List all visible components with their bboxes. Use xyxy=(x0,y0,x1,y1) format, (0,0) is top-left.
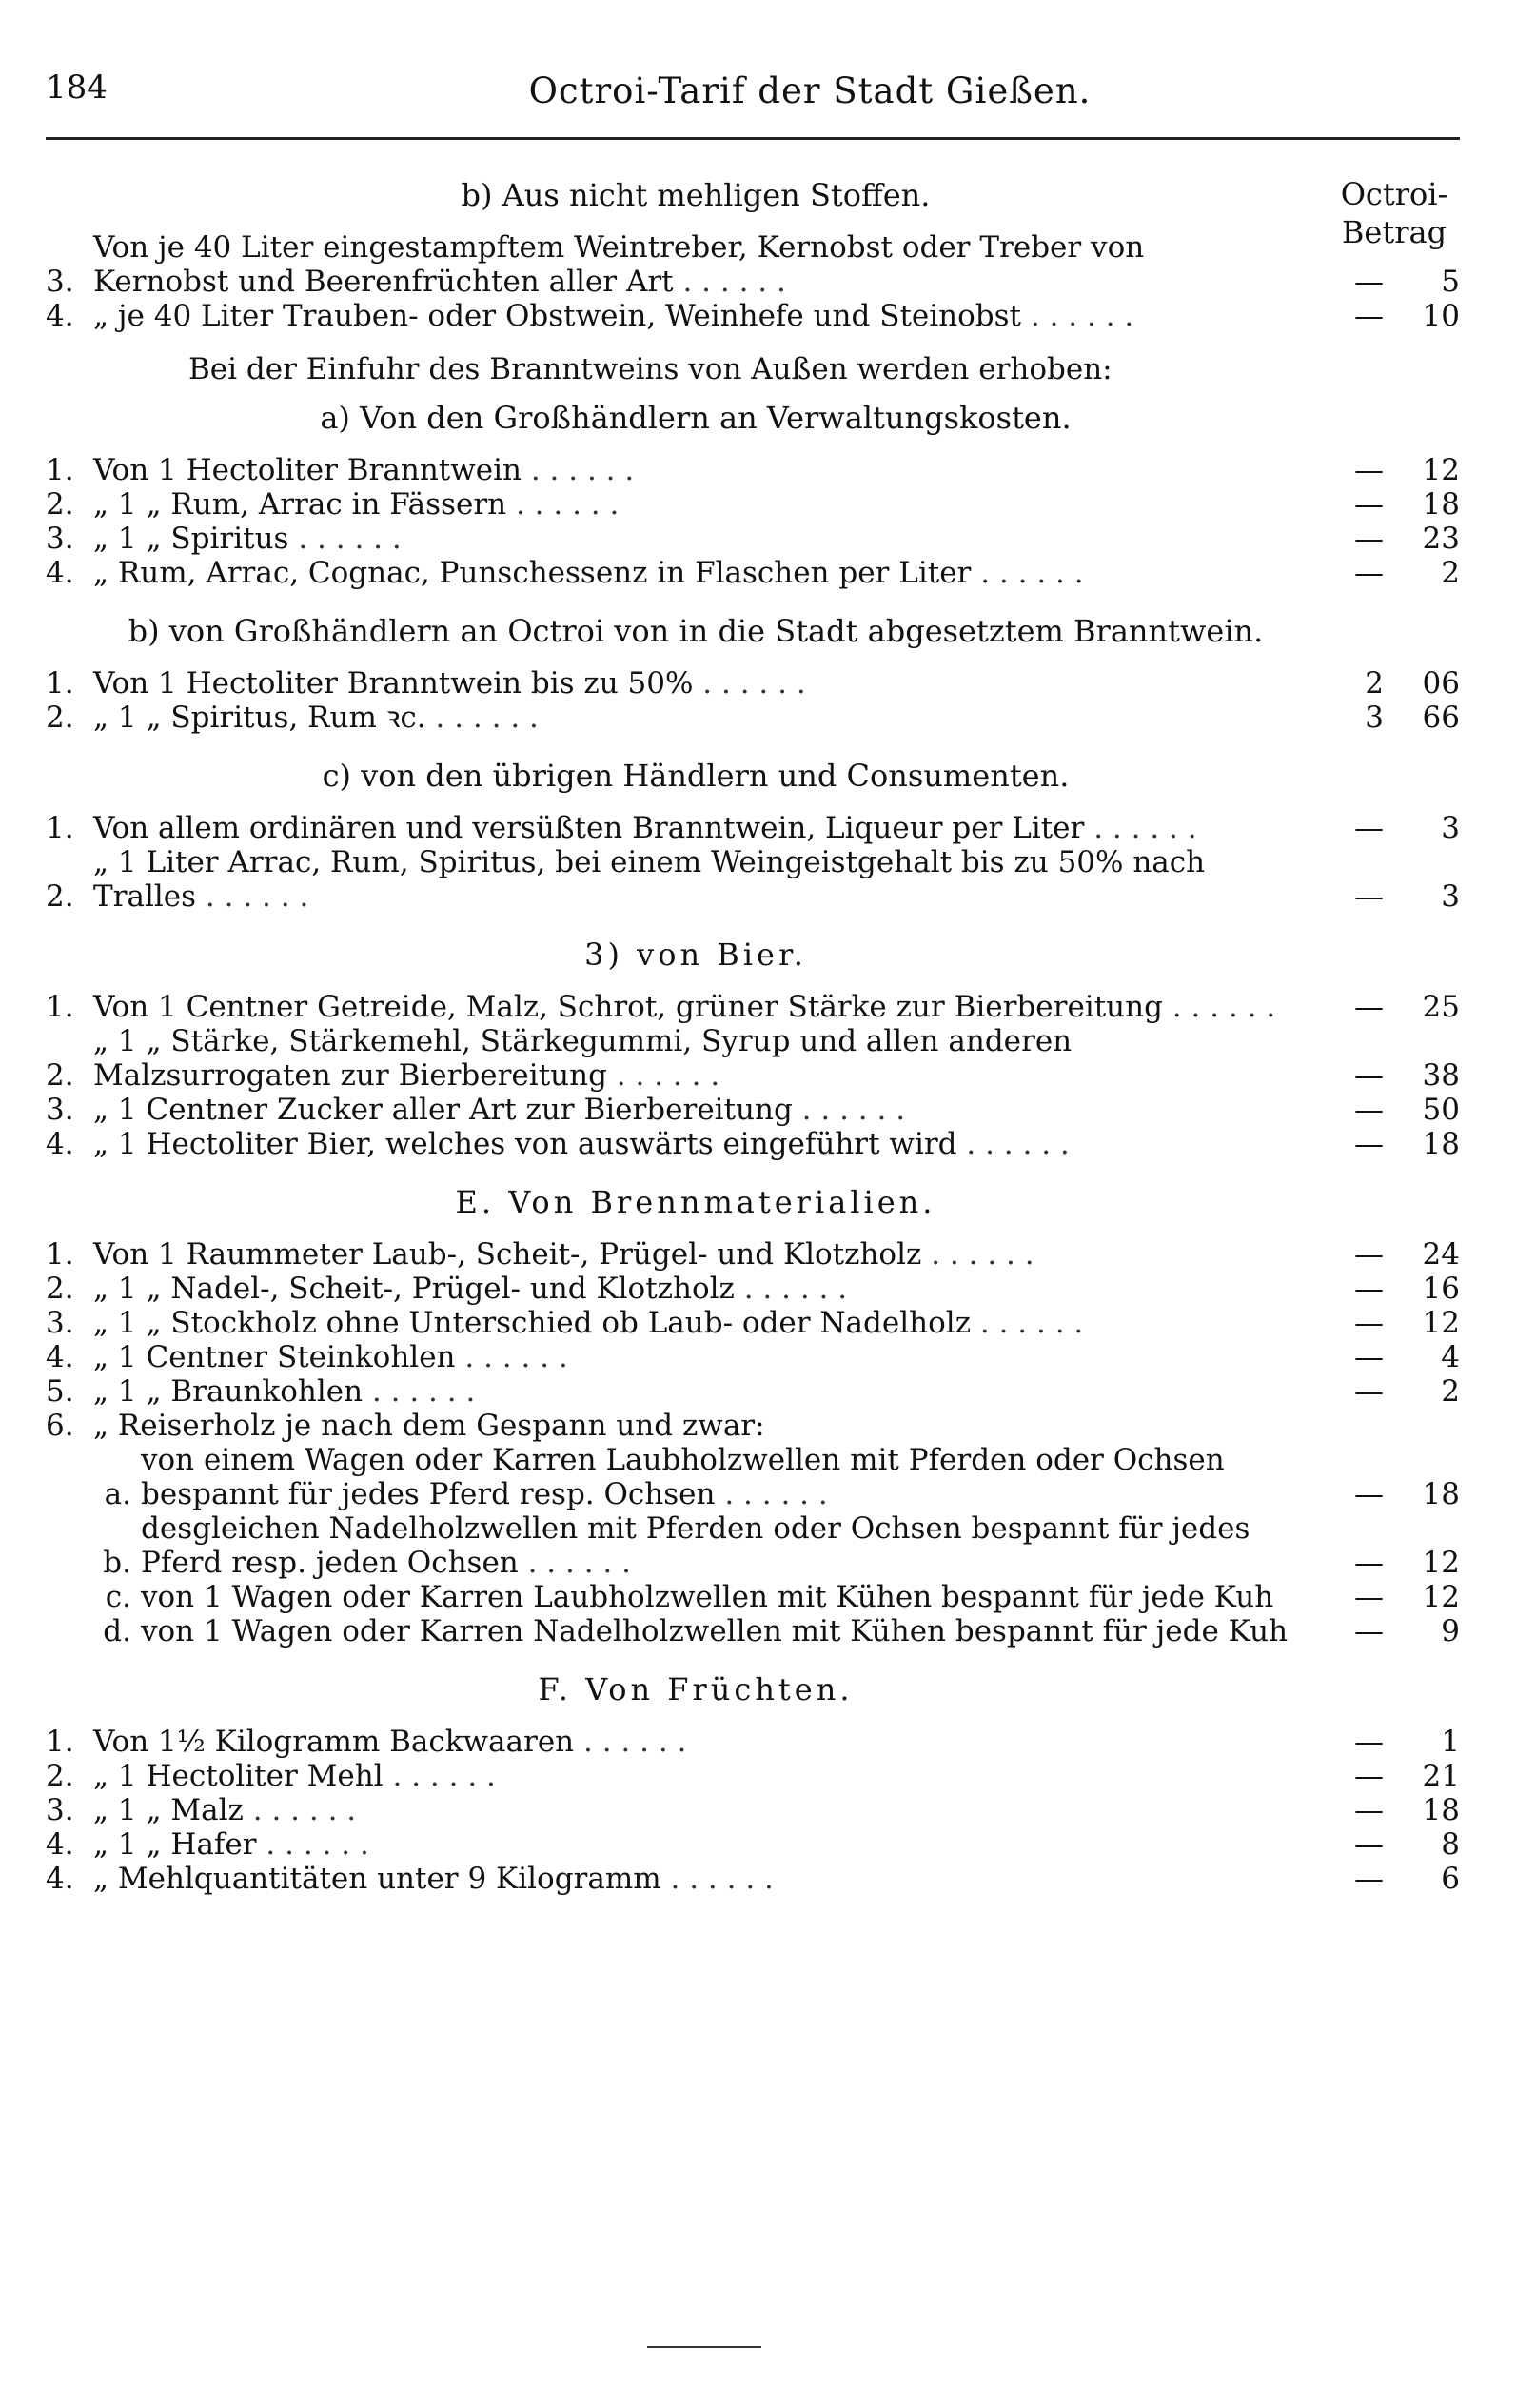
item-number: 1. xyxy=(46,1725,74,1759)
page-number: 184 xyxy=(46,69,108,107)
item-number: 2. xyxy=(46,1272,74,1306)
amount-mark: — xyxy=(1354,1827,1384,1862)
item-number: 4. xyxy=(46,1127,74,1161)
item-amount xyxy=(1289,299,1460,333)
item-text: „ Reiserholz je nach dem Gespann und zwar: xyxy=(93,1409,765,1443)
item-text: „ 1 „ Spiritus xyxy=(93,522,289,556)
item-number: 2. xyxy=(46,879,74,914)
amount-mark: — xyxy=(1354,1477,1384,1511)
item-description xyxy=(93,1759,1289,1793)
amount-mark: — xyxy=(1354,1237,1384,1272)
item-text: desgleichen Nadelholzwellen mit Pferden oder Ochsen bespannt für jedes Pferd resp. jeden Ochsen xyxy=(141,1511,1250,1580)
item-description xyxy=(93,1827,1289,1862)
amount-pfennig: 18 xyxy=(1422,487,1460,522)
item-number: 2. xyxy=(46,701,74,735)
dot-leader: . . . . . . xyxy=(243,1793,357,1827)
item-text: Von je 40 Liter eingestampftem Weintreber, Kernobst oder Treber von Kernobst und Beerenfrüchten aller Art xyxy=(93,230,1145,299)
item-text: „ 1 Liter Arrac, Rum, Spiritus, bei einem Weingeistgehalt bis zu 50% nach Tralles xyxy=(93,845,1206,914)
amount-pfennig: 23 xyxy=(1422,522,1460,556)
amount-pfennig: 2 xyxy=(1441,1374,1460,1409)
item-description xyxy=(93,487,1289,522)
dot-leader: . . . . . . xyxy=(792,1093,906,1127)
amount-mark: 2 xyxy=(1365,666,1384,701)
item-text: „ 1 „ Rum, Arrac in Fässern xyxy=(93,487,507,522)
dot-leader: . . . . . . xyxy=(383,1759,496,1793)
item-number: 6. xyxy=(46,1409,74,1443)
item-amount xyxy=(1289,1272,1460,1306)
dot-leader: . . . . . . xyxy=(522,453,635,487)
tariff-row xyxy=(46,1024,1460,1093)
amount-mark: — xyxy=(1354,1725,1384,1759)
section-heading: c) von den übrigen Händlern und Consumenten. xyxy=(322,758,1070,794)
section-heading: b) von Großhändlern an Octroi von in die Stadt abgesetztem Branntwein. xyxy=(128,613,1264,649)
amount-pfennig: 18 xyxy=(1422,1793,1460,1827)
item-number: 3. xyxy=(46,265,74,299)
tariff-row xyxy=(46,299,1460,333)
tariff-row xyxy=(46,1340,1460,1374)
dot-leader: . . . . . . xyxy=(256,1827,369,1862)
dot-leader: . . . . . . xyxy=(425,701,539,735)
item-description xyxy=(141,1580,1289,1614)
item-amount xyxy=(1289,1477,1460,1511)
item-amount xyxy=(1289,1725,1460,1759)
section-heading: F. Von Früchten. xyxy=(538,1671,854,1707)
dot-leader: . . . . . . xyxy=(971,556,1084,590)
dot-leader: . . . . . . xyxy=(363,1374,476,1409)
item-number: 4. xyxy=(46,1862,74,1896)
tariff-row xyxy=(46,1862,1460,1896)
amount-mark: — xyxy=(1354,1058,1384,1093)
dot-leader: . . . . . . xyxy=(506,487,620,522)
item-description xyxy=(93,522,1289,556)
item-text: Von allem ordinären und versüßten Branntwein, Liqueur per Liter xyxy=(93,811,1085,845)
tariff-row xyxy=(46,1409,1460,1443)
tariff-row xyxy=(46,845,1460,914)
item-description xyxy=(93,230,1289,299)
item-text: „ 1 Hectoliter Mehl xyxy=(93,1759,384,1793)
item-number: 4. xyxy=(46,299,74,333)
dot-leader: . . . . . . xyxy=(660,1862,774,1896)
amount-mark: — xyxy=(1354,299,1384,333)
item-number: 2. xyxy=(46,1759,74,1793)
tariff-row xyxy=(46,1580,1460,1614)
tariff-row xyxy=(46,522,1460,556)
item-amount xyxy=(1289,1374,1460,1409)
section-gap xyxy=(46,735,1460,754)
section-gap xyxy=(46,1161,1460,1180)
amount-pfennig: 8 xyxy=(1441,1827,1460,1862)
amount-mark: — xyxy=(1354,1759,1384,1793)
dot-leader: . . . . . . xyxy=(715,1477,828,1511)
tariff-row xyxy=(46,1443,1460,1511)
item-description xyxy=(93,1862,1289,1896)
amount-mark: — xyxy=(1354,811,1384,845)
amount-pfennig: 2 xyxy=(1441,556,1460,590)
item-amount xyxy=(1289,1614,1460,1648)
amount-mark: — xyxy=(1354,1580,1384,1614)
item-text: „ 1 „ Braunkohlen xyxy=(93,1374,364,1409)
item-text: „ 1 „ Hafer xyxy=(93,1827,257,1862)
section-heading: 3) von Bier. xyxy=(584,937,807,973)
amount-pfennig: 6 xyxy=(1441,1862,1460,1896)
item-description xyxy=(93,811,1289,845)
amount-mark: — xyxy=(1354,487,1384,522)
dot-leader: . . . . . . xyxy=(455,1340,568,1374)
item-amount xyxy=(1289,879,1460,914)
amount-mark: — xyxy=(1354,522,1384,556)
item-number: 3. xyxy=(46,1306,74,1340)
item-text: „ 1 Centner Zucker aller Art zur Bierbereitung xyxy=(93,1093,793,1127)
section-gap xyxy=(46,333,1460,352)
tariff-row xyxy=(46,1759,1460,1793)
dot-leader: . . . . . . xyxy=(518,1546,631,1580)
item-number: 2. xyxy=(46,487,74,522)
item-amount xyxy=(1289,265,1460,299)
item-amount xyxy=(1289,1759,1460,1793)
item-amount xyxy=(1289,1127,1460,1161)
amount-pfennig: 38 xyxy=(1422,1058,1460,1093)
item-text: von 1 Wagen oder Karren Nadelholzwellen mit Kühen bespannt für jede Kuh xyxy=(141,1614,1289,1648)
item-text: Von 1 Raummeter Laub-, Scheit-, Prügel- und Klotzholz xyxy=(93,1237,922,1272)
amount-pfennig: 50 xyxy=(1422,1093,1460,1127)
item-text: von 1 Wagen oder Karren Laubholzwellen mit Kühen bespannt für jede Kuh xyxy=(141,1580,1274,1614)
amount-mark: — xyxy=(1354,1546,1384,1580)
item-amount xyxy=(1289,1793,1460,1827)
tariff-row xyxy=(46,1374,1460,1409)
section-gap xyxy=(46,1896,1460,1915)
tariff-row xyxy=(46,666,1460,701)
item-description xyxy=(93,701,1289,735)
item-description xyxy=(93,1340,1289,1374)
item-text: Von 1½ Kilogramm Backwaaren xyxy=(93,1725,575,1759)
item-text: Von 1 Centner Getreide, Malz, Schrot, grüner Stärke zur Bierbereitung xyxy=(93,990,1163,1024)
item-amount xyxy=(1289,1827,1460,1862)
item-text: „ 1 „ Stärke, Stärkemehl, Stärkegummi, Syrup und allen anderen Malzsurrogaten zur Bierbereitung xyxy=(93,1024,1073,1093)
dot-leader: . . . . . . xyxy=(288,522,402,556)
item-description xyxy=(93,1409,1289,1443)
tariff-row xyxy=(46,811,1460,845)
amount-mark: — xyxy=(1354,1340,1384,1374)
item-description xyxy=(93,1725,1289,1759)
amount-pfennig: 12 xyxy=(1422,1306,1460,1340)
item-description xyxy=(93,1237,1289,1272)
item-number: d. xyxy=(103,1614,131,1648)
item-number: 4. xyxy=(46,1827,74,1862)
tariff-row xyxy=(46,1127,1460,1161)
section-heading: b) Aus nicht mehligen Stoffen. xyxy=(461,177,931,213)
tariff-row xyxy=(46,990,1460,1024)
amount-pfennig: 12 xyxy=(1422,1580,1460,1614)
item-description xyxy=(141,1614,1289,1648)
item-text: Von 1 Hectoliter Branntwein xyxy=(93,453,522,487)
tariff-row xyxy=(46,453,1460,487)
item-description xyxy=(93,1306,1289,1340)
item-description xyxy=(141,1443,1289,1511)
page-title: Octroi-Tarif der Stadt Gießen. xyxy=(528,70,1092,111)
amount-mark: — xyxy=(1354,265,1384,299)
item-number: 3. xyxy=(46,1793,74,1827)
dot-leader: . . . . . . xyxy=(971,1306,1084,1340)
amount-mark: 3 xyxy=(1365,701,1384,735)
item-amount xyxy=(1289,990,1460,1024)
page-header xyxy=(46,69,1460,140)
amount-mark: — xyxy=(1354,1793,1384,1827)
tariff-row xyxy=(46,1093,1460,1127)
item-amount xyxy=(1289,1862,1460,1896)
item-amount xyxy=(1289,1306,1460,1340)
footer-rule xyxy=(647,2346,761,2348)
item-text: „ 1 Centner Steinkohlen xyxy=(93,1340,456,1374)
item-description xyxy=(93,845,1289,914)
dot-leader: . . . . . . xyxy=(956,1127,1070,1161)
item-amount xyxy=(1289,1237,1460,1272)
item-amount xyxy=(1289,453,1460,487)
amount-mark: — xyxy=(1354,1862,1384,1896)
amount-mark: — xyxy=(1354,879,1384,914)
amount-pfennig: 1 xyxy=(1441,1725,1460,1759)
item-amount xyxy=(1289,701,1460,735)
dot-leader: . . . . . . xyxy=(1084,811,1197,845)
item-description xyxy=(93,453,1289,487)
column-header-octroi-betrag: Octroi-Betrag xyxy=(1340,176,1448,250)
section-gap xyxy=(46,1648,1460,1668)
item-number: b. xyxy=(103,1546,131,1580)
dot-leader: . . . . . . xyxy=(693,666,806,701)
item-number: 1. xyxy=(46,666,74,701)
amount-pfennig: 3 xyxy=(1441,811,1460,845)
item-amount xyxy=(1289,1340,1460,1374)
tariff-row xyxy=(46,556,1460,590)
item-amount xyxy=(1289,487,1460,522)
item-description xyxy=(93,299,1289,333)
dot-leader: . . . . . . xyxy=(574,1725,687,1759)
item-text: „ 1 Hectoliter Bier, welches von auswärts eingeführt wird xyxy=(93,1127,957,1161)
tariff-row xyxy=(46,1306,1460,1340)
item-amount xyxy=(1289,522,1460,556)
item-amount xyxy=(1289,811,1460,845)
dot-leader: . . . . . . xyxy=(673,265,786,299)
section-heading: E. Von Brennmaterialien. xyxy=(455,1184,936,1220)
tariff-row xyxy=(46,1272,1460,1306)
section-gap xyxy=(46,914,1460,933)
item-number: 2. xyxy=(46,1058,74,1093)
item-description xyxy=(93,1024,1289,1093)
item-text: „ 1 „ Stockholz ohne Unterschied ob Laub- oder Nadelholz xyxy=(93,1306,972,1340)
amount-mark: — xyxy=(1354,1272,1384,1306)
dot-leader: . . . . . . xyxy=(1021,299,1134,333)
tariff-row xyxy=(46,701,1460,735)
item-amount xyxy=(1289,666,1460,701)
dot-leader: . . . . . . xyxy=(921,1237,1034,1272)
amount-mark: — xyxy=(1354,1306,1384,1340)
amount-mark: — xyxy=(1354,1614,1384,1648)
amount-pfennig: 12 xyxy=(1422,1546,1460,1580)
item-description xyxy=(93,1093,1289,1127)
item-description xyxy=(141,1511,1289,1580)
item-amount xyxy=(1289,1058,1460,1093)
tariff-row xyxy=(46,487,1460,522)
dot-leader: . . . . . . xyxy=(734,1272,848,1306)
amount-mark: — xyxy=(1354,1127,1384,1161)
amount-pfennig: 12 xyxy=(1422,453,1460,487)
item-number: 5. xyxy=(46,1374,74,1409)
tariff-row xyxy=(46,1614,1460,1648)
dot-leader: . . . . . . xyxy=(606,1058,720,1093)
item-description xyxy=(93,1127,1289,1161)
item-description xyxy=(93,556,1289,590)
item-number: a. xyxy=(104,1477,131,1511)
amount-pfennig: 16 xyxy=(1422,1272,1460,1306)
section-gap xyxy=(46,590,1460,609)
section-heading: a) Von den Großhändlern an Verwaltungskosten. xyxy=(320,400,1072,436)
item-text: „ Rum, Arrac, Cognac, Punschessenz in Flaschen per Liter xyxy=(93,556,972,590)
amount-pfennig: 21 xyxy=(1422,1759,1460,1793)
item-text: von einem Wagen oder Karren Laubholzwellen mit Pferden oder Ochsen bespannt für jedes Pferd resp. Ochsen xyxy=(141,1443,1225,1511)
tariff-row xyxy=(46,230,1460,299)
item-number: 1. xyxy=(46,453,74,487)
dot-leader: . . . . . . xyxy=(196,879,309,914)
item-number: 1. xyxy=(46,811,74,845)
amount-mark: — xyxy=(1354,990,1384,1024)
amount-mark: — xyxy=(1354,1374,1384,1409)
dot-leader: . . . . . . xyxy=(1162,990,1276,1024)
section-note: Bei der Einfuhr des Branntweins von Außen werden erhoben: xyxy=(188,352,1113,386)
item-number: 4. xyxy=(46,1340,74,1374)
amount-pfennig: 9 xyxy=(1441,1614,1460,1648)
amount-pfennig: 4 xyxy=(1441,1340,1460,1374)
amount-pfennig: 66 xyxy=(1422,701,1460,735)
amount-pfennig: 24 xyxy=(1422,1237,1460,1272)
amount-pfennig: 06 xyxy=(1422,666,1460,701)
item-text: „ 1 „ Spiritus, Rum ꝛc. xyxy=(93,701,426,735)
amount-pfennig: 10 xyxy=(1422,299,1460,333)
item-description xyxy=(93,990,1289,1024)
tariff-row xyxy=(46,1725,1460,1759)
item-amount xyxy=(1289,556,1460,590)
item-number: 1. xyxy=(46,1237,74,1272)
tariff-row xyxy=(46,1793,1460,1827)
item-description xyxy=(93,1793,1289,1827)
item-text: „ 1 „ Malz xyxy=(93,1793,244,1827)
item-text: „ 1 „ Nadel-, Scheit-, Prügel- und Klotzholz xyxy=(93,1272,735,1306)
item-text: Von 1 Hectoliter Branntwein bis zu 50% xyxy=(93,666,694,701)
item-description xyxy=(93,1272,1289,1306)
item-text: „ je 40 Liter Trauben- oder Obstwein, Weinhefe und Steinobst xyxy=(93,299,1022,333)
item-description xyxy=(93,666,1289,701)
item-amount xyxy=(1289,1093,1460,1127)
item-number: c. xyxy=(105,1580,131,1614)
amount-pfennig: 25 xyxy=(1422,990,1460,1024)
item-number: 1. xyxy=(46,990,74,1024)
item-amount xyxy=(1289,1546,1460,1580)
item-amount xyxy=(1289,1580,1460,1614)
item-number: 3. xyxy=(46,522,74,556)
tariff-table xyxy=(46,162,1460,1915)
amount-pfennig: 3 xyxy=(1441,879,1460,914)
tariff-row xyxy=(46,1827,1460,1862)
amount-pfennig: 18 xyxy=(1422,1477,1460,1511)
item-number: 4. xyxy=(46,556,74,590)
amount-mark: — xyxy=(1354,556,1384,590)
tariff-row xyxy=(46,1511,1460,1580)
tariff-row xyxy=(46,1237,1460,1272)
item-description xyxy=(93,1374,1289,1409)
amount-mark: — xyxy=(1354,453,1384,487)
item-text: „ Mehlquantitäten unter 9 Kilogramm xyxy=(93,1862,661,1896)
item-number: 3. xyxy=(46,1093,74,1127)
amount-pfennig: 5 xyxy=(1441,265,1460,299)
amount-pfennig: 18 xyxy=(1422,1127,1460,1161)
amount-mark: — xyxy=(1354,1093,1384,1127)
